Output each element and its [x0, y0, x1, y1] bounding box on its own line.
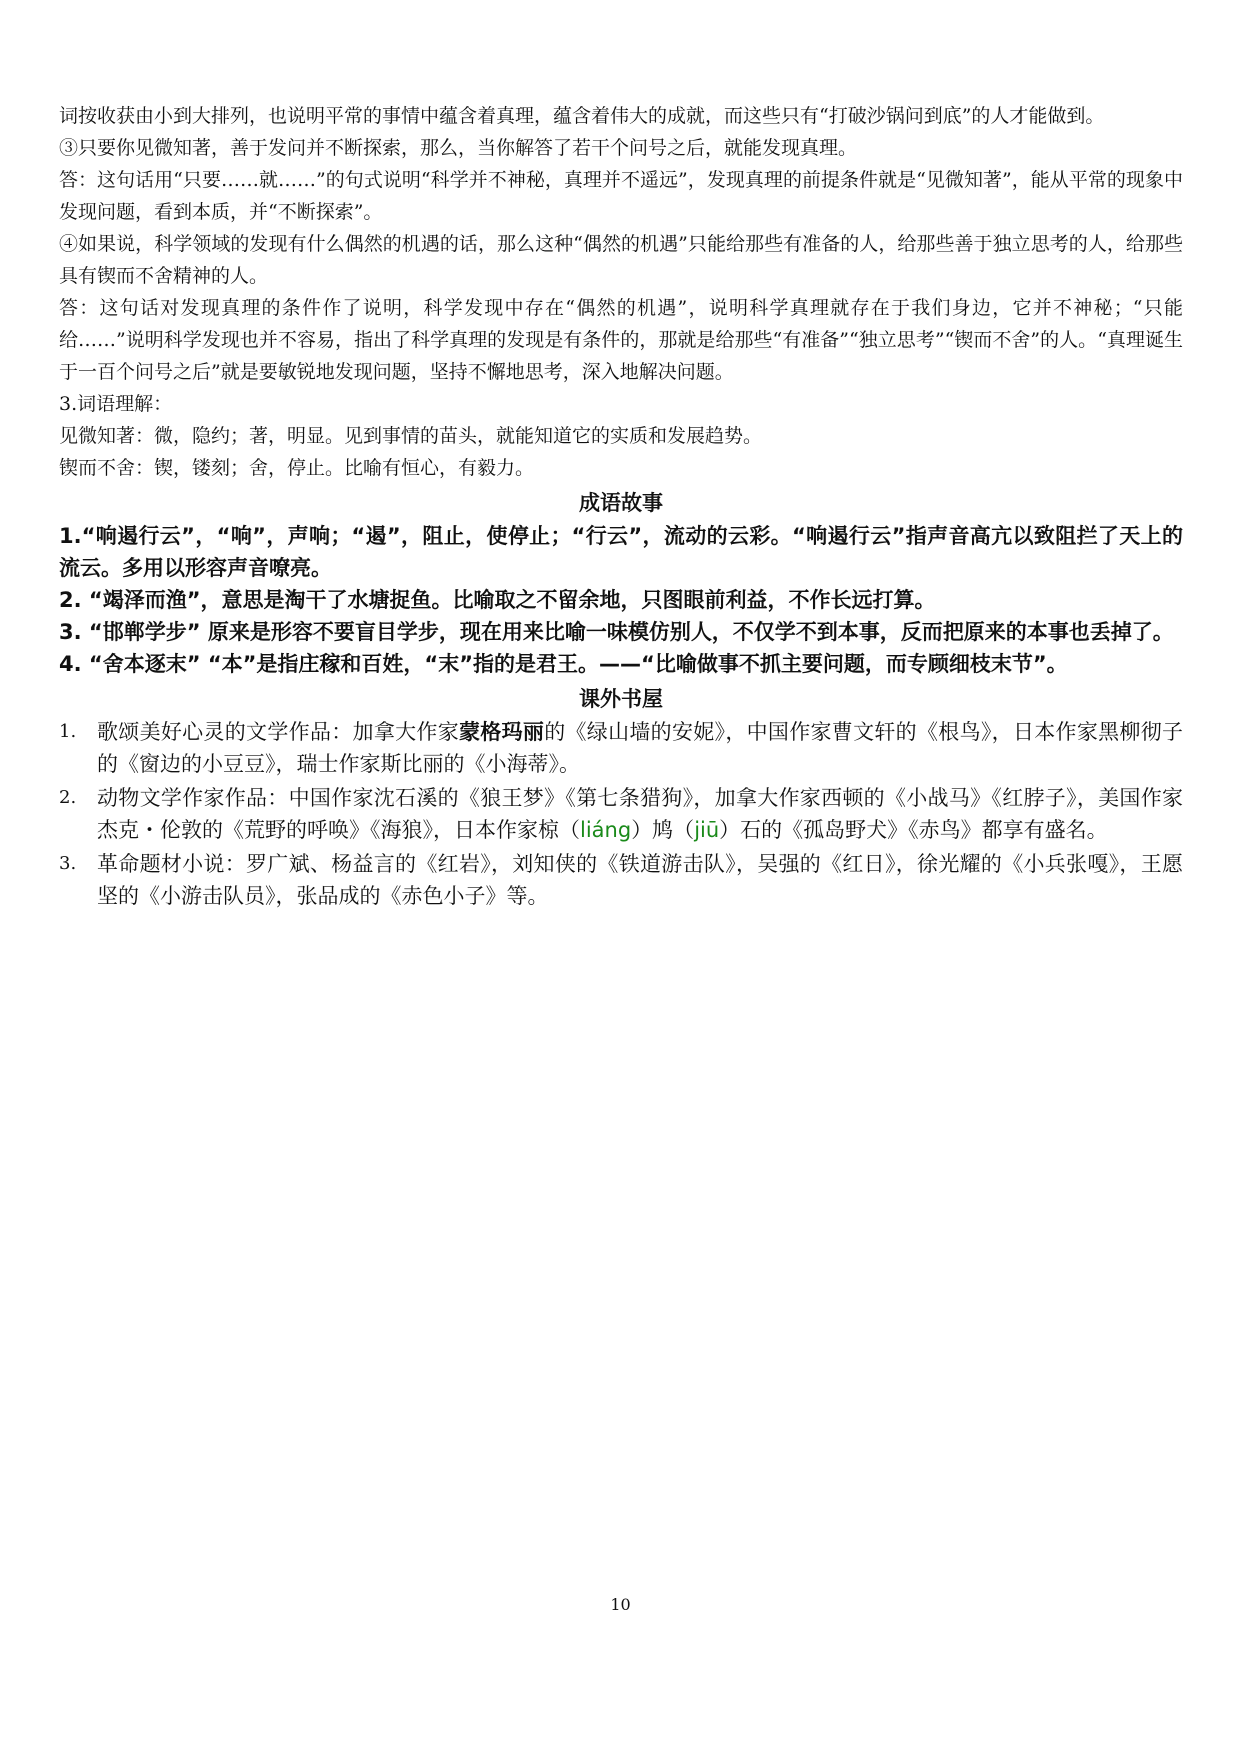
paragraph-4: ④如果说，科学领域的发现有什么偶然的机遇的话，那么这种“偶然的机遇”只能给那些有准备的人，给那些善于独立思考的人，给那些具有锲而不舍精神的人。	[59, 233, 1183, 287]
idiom-item-1: 1.“响遏行云”，“响”，声响；“遏”，阻止，使停止；“行云”，流动的云彩。“响遏行云”指声音高亢以致阻拦了天上的流云。多用以形容声音嘹亮。	[59, 524, 1183, 580]
paragraph-3: 答：这句话用“只要……就……”的句式说明“科学并不神秘，真理并不遥远”，发现真理的前提条件就是“见微知著”，能从平常的现象中发现问题，看到本质，并“不断探索”。	[59, 169, 1183, 223]
books-list-item-3	[59, 848, 1183, 912]
author-name-bold: 蒙格玛丽	[459, 720, 545, 744]
idioms-heading: 成语故事	[579, 491, 663, 515]
books-list-item-1	[59, 716, 1183, 780]
books-heading: 课外书屋	[579, 687, 663, 711]
book-text: ）鸠（	[631, 818, 695, 842]
book-text: 革命题材小说：罗广斌、杨益言的《红岩》，刘知侠的《铁道游击队》，吴强的《红日》，徐光耀的《小兵张嘎》，王愿坚的《小游击队员》，张品成的《赤色小子》等。	[97, 852, 1183, 908]
books-list	[59, 716, 1183, 912]
pinyin-annotation: jiū	[694, 818, 720, 842]
book-text: 歌颂美好心灵的文学作品：加拿大作家	[97, 720, 459, 744]
pinyin-annotation: liáng	[580, 818, 632, 842]
idiom-item-2: 2. “竭泽而渔”，意思是淘干了水塘捉鱼。比喻取之不留余地，只图眼前利益，不作长远打算。	[59, 588, 936, 612]
idiom-item-4: 4. “舍本逐末” “本”是指庄稼和百姓，“末”指的是君王。——“比喻做事不抓主要问题，而专顾细枝末节”。	[59, 652, 1068, 676]
paragraph-2: ③只要你见微知著，善于发问并不断探索，那么，当你解答了若干个问号之后，就能发现真理。	[59, 137, 858, 159]
books-list-item-2	[59, 782, 1183, 846]
book-text: 的《绿山墙的安妮》，中国作家曹文轩的《根鸟》，日本作家黑柳彻子的《窗边的小豆豆》，瑞士作家斯比丽的《小海蒂》。	[97, 720, 1184, 776]
book-text: 动物文学作家作品：中国作家沈石溪的《狼王梦》《第七条猎狗》，加拿大作家西顿的《小战马》《红脖子》，美国作家杰克・伦敦的《荒野的呼唤》《海狼》，日本作家椋（	[97, 786, 1183, 842]
paragraph-7: 见微知著：微，隐约；著，明显。见到事情的苗头，就能知道它的实质和发展趋势。	[59, 425, 763, 447]
list-number: 1.	[59, 721, 77, 742]
document-page	[59, 100, 1183, 914]
book-text: ）石的《孤岛野犬》《赤鸟》都享有盛名。	[719, 818, 1108, 842]
list-number: 3.	[59, 853, 77, 874]
idiom-item-3: 3. “邯郸学步” 原来是形容不要盲目学步，现在用来比喻一味模仿别人，不仅学不到本事，反而把原来的本事也丢掉了。	[59, 620, 1174, 644]
list-number: 2.	[59, 787, 77, 808]
paragraph-1: 词按收获由小到大排列，也说明平常的事情中蕴含着真理，蕴含着伟大的成就，而这些只有“打破沙锅问到底”的人才能做到。	[59, 105, 1105, 127]
paragraph-8: 锲而不舍：锲，镂刻；舍，停止。比喻有恒心，有毅力。	[59, 457, 535, 479]
page-number: 10	[610, 1595, 631, 1614]
paragraph-6: 3.词语理解：	[59, 393, 173, 415]
paragraph-5: 答：这句话对发现真理的条件作了说明，科学发现中存在“偶然的机遇”，说明科学真理就存在于我们身边，它并不神秘；“只能给……”说明科学发现也并不容易，指出了科学真理的发现是有条件的，那就是给那些“有准备”“独立思考”“锲而不舍”的人。“真理诞生于一百个问号之后”就是要敏锐地发现问题，坚持不懈地思考，深入地解决问题。	[59, 297, 1183, 383]
